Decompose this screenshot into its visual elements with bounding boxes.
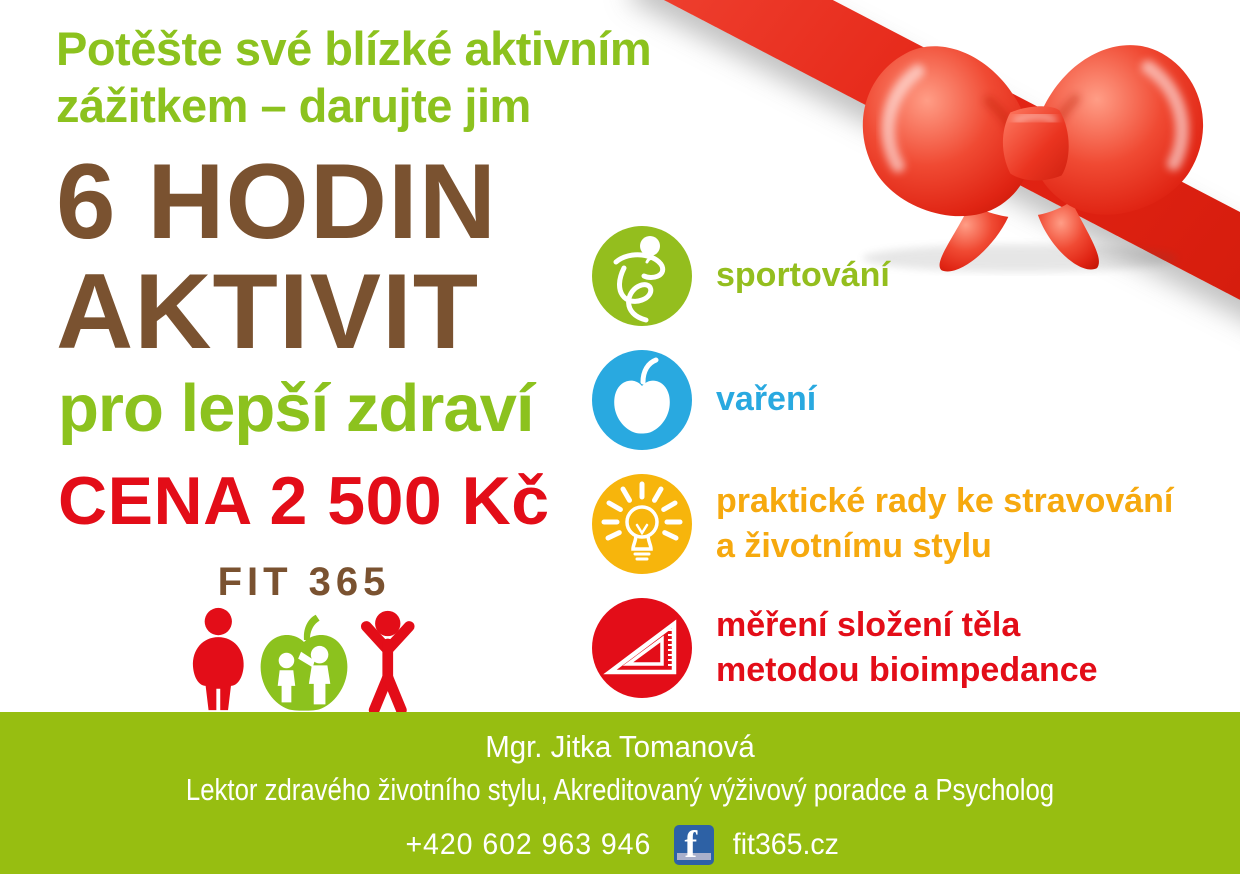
feature-list xyxy=(592,226,1173,698)
feature-label: praktické rady ke stravování a životnímu stylu xyxy=(716,481,1174,565)
headline xyxy=(56,20,651,135)
feature-advice xyxy=(592,474,1173,574)
dancer-icon xyxy=(592,226,692,326)
price-text: CENA 2 500 Kč xyxy=(58,463,550,539)
title-line2: AKTIVIT xyxy=(56,251,480,372)
fit365-logo-figures-icon xyxy=(184,605,424,717)
phone-number: +420 602 963 946 xyxy=(405,828,652,861)
feature-measurement xyxy=(592,598,1173,698)
feature-cooking xyxy=(592,350,1173,450)
contact-name: Mgr. Jitka Tomanová xyxy=(485,729,755,764)
facebook-icon xyxy=(674,825,714,865)
subtitle: pro lepší zdraví xyxy=(58,371,534,446)
contact-row xyxy=(0,825,1240,865)
lightbulb-icon xyxy=(592,474,692,574)
feature-sport xyxy=(592,226,1173,326)
contact-role: Lektor zdravého životního stylu, Akreditovaný výživový poradce a Psycholog xyxy=(185,772,1055,807)
feature-label: vaření xyxy=(716,380,817,419)
fit365-logo-text: FIT 365 xyxy=(217,560,391,604)
footer-bar xyxy=(0,712,1240,874)
fit365-logo xyxy=(180,560,428,722)
website-url: fit365.cz xyxy=(732,828,839,861)
headline-line2: zážitkem – darujte jim xyxy=(56,79,531,133)
feature-label: měření složení těla metodou bioimpedance xyxy=(716,605,1098,689)
set-square-icon xyxy=(592,598,692,698)
headline-line1: Potěšte své blízké aktivním xyxy=(56,22,652,75)
title-line1: 6 HODIN xyxy=(56,141,498,261)
page-title xyxy=(56,141,498,372)
facebook-icon-letter: f xyxy=(684,825,698,865)
feature-label: sportování xyxy=(716,256,890,295)
apple-icon xyxy=(592,350,692,450)
